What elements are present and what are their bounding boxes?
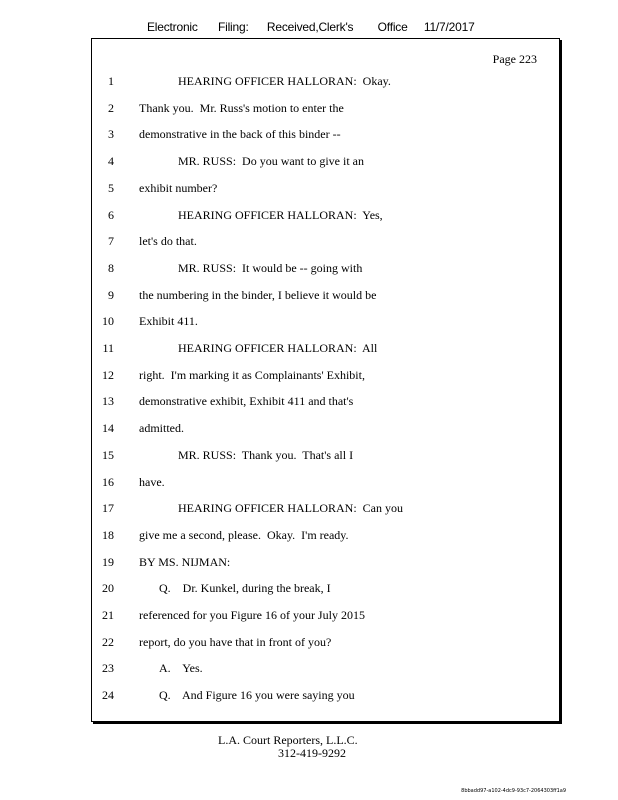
line-number: 23	[102, 661, 114, 676]
line-text: HEARING OFFICER HALLORAN: Yes,	[178, 207, 383, 222]
line-number: 12	[102, 367, 114, 382]
filing-stamp-word: Filing:	[217, 20, 249, 34]
transcript-line	[92, 688, 559, 708]
line-number: 17	[102, 501, 114, 516]
line-text: Exhibit 411.	[139, 314, 198, 329]
line-text: Q. Dr. Kunkel, during the break, I	[159, 581, 331, 596]
line-text: let's do that.	[139, 234, 197, 249]
transcript-line	[92, 368, 559, 388]
line-text: referenced for you Figure 16 of your July 2015	[139, 608, 365, 622]
line-number: 19	[102, 554, 114, 569]
transcript-line	[92, 608, 559, 628]
transcript-page	[91, 38, 560, 722]
transcript-line	[92, 394, 559, 414]
line-number: 11	[102, 341, 114, 355]
filing-stamp	[147, 20, 475, 34]
line-number: 7	[108, 234, 114, 249]
line-text: HEARING OFFICER HALLORAN: Can you	[178, 501, 403, 516]
transcript-line	[92, 127, 559, 147]
transcript-line	[92, 448, 559, 468]
line-number: 20	[102, 581, 114, 596]
line-number: 8	[108, 260, 114, 275]
line-text: BY MS. NIJMAN:	[139, 554, 231, 569]
document-hash: 8bbadd97-a102-4dc9-93c7-2064303ff1a9	[461, 788, 566, 794]
line-text: Q. And Figure 16 you were saying you	[159, 688, 355, 703]
line-text: HEARING OFFICER HALLORAN: Okay.	[178, 74, 391, 88]
line-number: 4	[108, 154, 114, 169]
transcript-line	[92, 154, 559, 174]
line-number: 24	[102, 688, 114, 703]
line-number: 22	[102, 634, 114, 649]
transcript-line	[92, 581, 559, 601]
line-text: give me a second, please. Okay. I'm ready.	[139, 527, 349, 542]
line-number: 6	[108, 207, 114, 222]
line-text: report, do you have that in front of you?	[139, 634, 332, 649]
line-text: right. I'm marking it as Complainants' Exhibit,	[139, 367, 365, 382]
line-text: admitted.	[139, 421, 184, 436]
transcript-line	[92, 74, 559, 94]
line-text: the numbering in the binder, I believe it would be	[139, 287, 377, 302]
line-text: have.	[139, 474, 165, 489]
filing-stamp-date: 11/7/2017	[423, 20, 475, 34]
filing-stamp-word: Received,Clerk's	[266, 20, 354, 34]
line-text: demonstrative exhibit, Exhibit 411 and that's	[139, 394, 354, 409]
transcript-line	[92, 314, 559, 334]
line-number: 9	[108, 287, 114, 302]
transcript-line	[92, 661, 559, 681]
filing-stamp-word: Office	[377, 20, 408, 34]
line-number: 5	[108, 180, 114, 195]
line-text: Thank you. Mr. Russ's motion to enter the	[139, 100, 344, 115]
transcript-line	[92, 261, 559, 281]
transcript-line	[92, 288, 559, 308]
line-number: 21	[102, 608, 114, 622]
transcript-line	[92, 101, 559, 121]
line-number: 10	[102, 314, 114, 329]
line-number: 3	[108, 127, 114, 142]
reporter-phone: 312-419-9292	[278, 746, 346, 760]
transcript-line	[92, 181, 559, 201]
line-text: MR. RUSS: It would be -- going with	[178, 260, 363, 275]
line-number: 16	[102, 474, 114, 489]
transcript-line	[92, 528, 559, 548]
line-number: 18	[102, 527, 114, 542]
transcript-line	[92, 635, 559, 655]
transcript-line	[92, 234, 559, 254]
line-text: MR. RUSS: Do you want to give it an	[178, 154, 365, 169]
line-number: 2	[108, 100, 114, 115]
line-number: 1	[108, 74, 114, 88]
line-text: exhibit number?	[139, 180, 218, 195]
line-number: 13	[102, 394, 114, 409]
transcript-line	[92, 501, 559, 521]
filing-stamp-word: Electronic	[147, 20, 198, 34]
line-number: 15	[102, 447, 114, 462]
line-text: A. Yes.	[159, 661, 203, 676]
line-text: MR. RUSS: Thank you. That's all I	[178, 447, 354, 462]
transcript-line	[92, 555, 559, 575]
reporter-name: L.A. Court Reporters, L.L.C.	[218, 733, 358, 747]
transcript-line	[92, 341, 559, 361]
transcript-line	[92, 421, 559, 441]
transcript-line	[92, 208, 559, 228]
line-text: demonstrative in the back of this binder --	[139, 127, 341, 142]
transcript-line	[92, 475, 559, 495]
page-number: Page 223	[492, 52, 537, 66]
line-text: HEARING OFFICER HALLORAN: All	[178, 341, 378, 355]
line-number: 14	[102, 421, 114, 436]
